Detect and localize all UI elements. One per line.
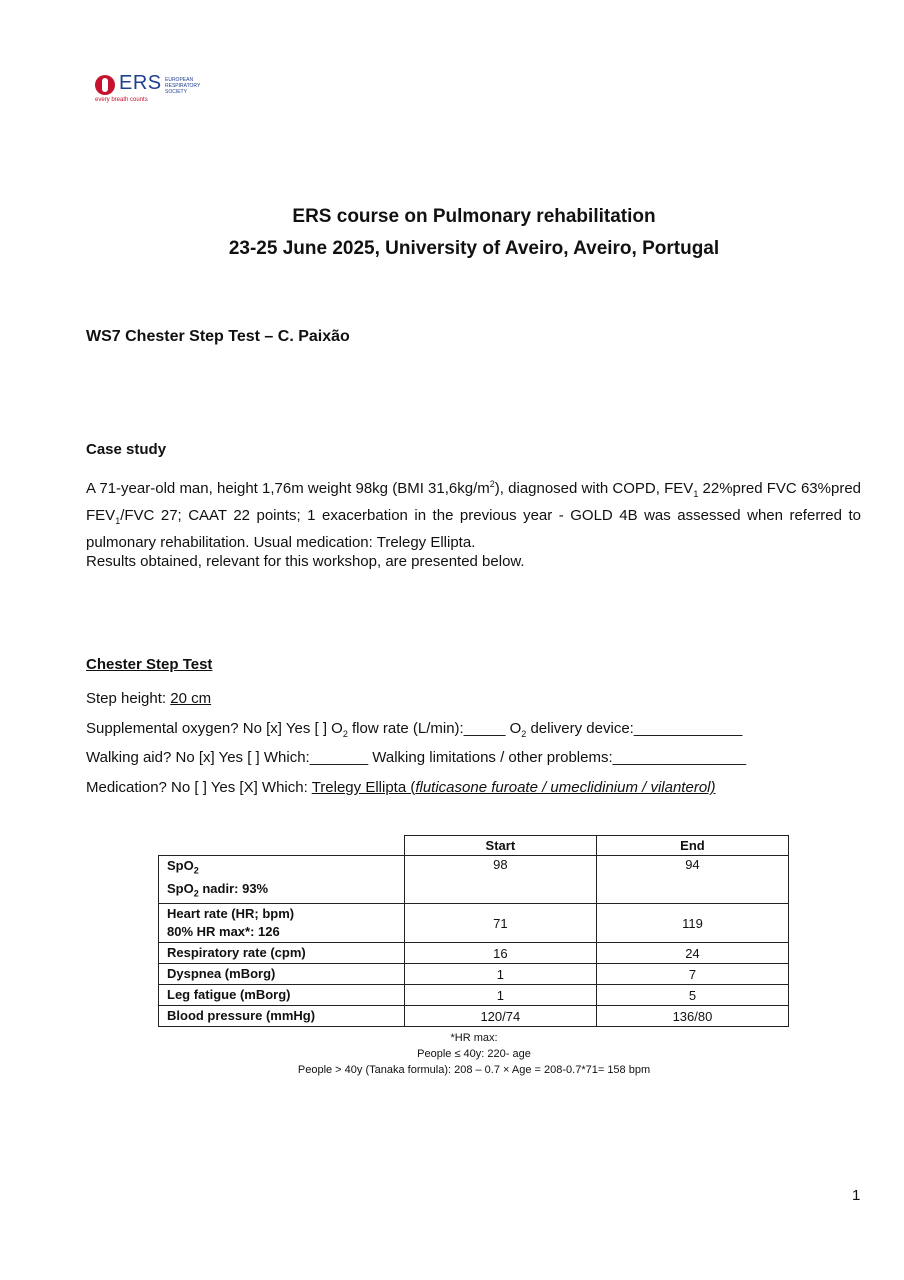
table-row (159, 1006, 789, 1027)
row-label: Dyspnea (mBorg) (159, 964, 405, 985)
step-height-line: Step height: 20 cm (86, 690, 212, 707)
workshop-title: WS7 Chester Step Test – C. Paixão (86, 328, 350, 345)
end-value: 24 (596, 943, 788, 964)
start-value: 120/74 (404, 1006, 596, 1027)
end-value: 94 (596, 856, 788, 904)
chester-heading: Chester Step Test (86, 656, 213, 673)
row-label: Respiratory rate (cpm) (159, 943, 405, 964)
results-table (158, 835, 789, 1027)
footnote-line: People > 40y (Tanaka formula): 208 – 0.7 × Age = 208-0.7*71= 158 bpm (297, 1064, 651, 1076)
table-header (159, 836, 405, 856)
table-row (159, 904, 789, 943)
logo-tagline: every breath counts (95, 97, 148, 103)
table-header-row (159, 836, 789, 856)
ers-logo (95, 72, 215, 104)
start-value: 1 (404, 964, 596, 985)
start-value: 71 (404, 904, 596, 943)
footnote-title: *HR max: (450, 1032, 498, 1044)
lung-icon (95, 75, 115, 95)
table-row (159, 943, 789, 964)
start-value: 98 (404, 856, 596, 904)
end-value: 136/80 (596, 1006, 788, 1027)
footnote-line: People ≤ 40y: 220- age (417, 1048, 531, 1060)
start-value: 1 (404, 985, 596, 1006)
table-header: End (596, 836, 788, 856)
row-label: Heart rate (HR; bpm) 80% HR max*: 126 (159, 904, 405, 943)
table-row (159, 856, 789, 904)
row-label: SpO$_2$ SpO$_2$ nadir: 93% (159, 856, 405, 904)
page-title: ERS course on Pulmonary rehabilitation (292, 206, 656, 227)
table-header: Start (404, 836, 596, 856)
case-description: A 71-year-old man, height 1,76m weight 98kg (BMI $31,6kg/m^2$), diagnosed with COPD, $FEV_1$ 22%pred FVC 63%pred $FEV_1$/FVC 27; CAAT 22 points; 1 exacerbation in the previous year - GOLD 4B was assessed when referred to pulmonary rehabilitation. Usual medication: Trelegy Ellipta. (86, 479, 861, 551)
page-number: 1 (852, 1187, 861, 1204)
row-label: Blood pressure (mmHg) (159, 1006, 405, 1027)
end-value: 7 (596, 964, 788, 985)
start-value: 16 (404, 943, 596, 964)
table-row (159, 985, 789, 1006)
logo-subtitle: EUROPEAN RESPIRATORY SOCIETY (165, 77, 201, 95)
row-label: Leg fatigue (mBorg) (159, 985, 405, 1006)
oxygen-line: Supplemental oxygen? No [x] Yes [ ] $O_2$ flow rate (L/min):_____ $O_2$ delivery device:_____________ (86, 720, 743, 739)
end-value: 119 (596, 904, 788, 943)
results-intro: Results obtained, relevant for this workshop, are presented below. (86, 553, 525, 570)
walking-line: Walking aid? No [x] Yes [ ] Which:_______ Walking limitations / other problems:________________ (86, 749, 747, 766)
medication-line: Medication? No [ ] Yes [X] Which: Trelegy Ellipta (fluticasone furoate / umeclidinium / vilanterol) (86, 779, 716, 796)
case-study-heading: Case study (86, 441, 167, 458)
end-value: 5 (596, 985, 788, 1006)
logo-brand: ERS (119, 72, 162, 94)
page-subtitle: 23-25 June 2025, University of Aveiro, Aveiro, Portugal (228, 238, 720, 259)
table-row (159, 964, 789, 985)
